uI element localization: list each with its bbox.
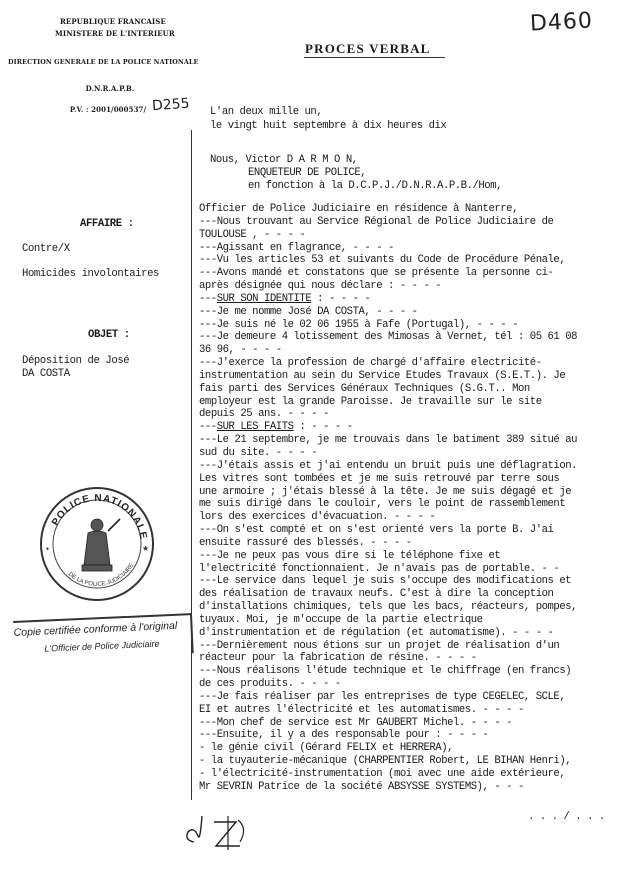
- objet-line-1: Déposition de José: [22, 355, 130, 367]
- statement-line: - le génie civil (Gérard FELIX et HERRERA),: [199, 742, 454, 755]
- margin-separator-line: [191, 130, 192, 800]
- statement-line: de ces produits. - - - -: [199, 678, 341, 691]
- statement-line: ---Je demeure 4 lotissement des Mimosas à Vernet, tél : 05 61 08: [199, 331, 578, 344]
- affaire-against: Contre/X: [22, 243, 70, 255]
- affaire-type: Homicides involontaires: [22, 268, 160, 280]
- statement-line: ---Le service dans lequel je suis s'occupe des modifications et: [199, 575, 572, 588]
- objet-heading: OBJET :: [88, 329, 130, 341]
- svg-text:★: ★: [142, 544, 150, 553]
- statement-line: ---Ensuite, il y a des responsable pour : - - - -: [199, 729, 489, 742]
- statement-line: ---Je ne peux pas vous dire si le téléphone fixe et: [199, 549, 501, 562]
- statement-line: ---Je me nomme José DA COSTA, - - - -: [199, 305, 418, 318]
- statement-line: ---Je fais réaliser par les entreprises de type CEGELEC, SCLE,: [199, 690, 566, 703]
- statement-line: d'installations chimiques, tels que les bacs, réacteurs, pompes,: [199, 601, 578, 613]
- statement-line: ---Mon chef de service est Mr GAUBERT Michel. - - - -: [199, 716, 513, 729]
- statement-line: Mr SEVRIN Patrice de la société ABSYSSE SYSTEMS), - - -: [199, 780, 524, 793]
- statement-line: Les vitres sont tombées et je me suis retrouvé par terre sous: [199, 472, 560, 485]
- officer-service: en fonction à la D.C.P.J./D.N.R.A.P.B./Hom,: [248, 180, 503, 192]
- seal-top-text: POLICE NATIONALE: [50, 492, 149, 541]
- affaire-heading: AFFAIRE :: [80, 218, 134, 230]
- statement-line: ---SUR SON IDENTITE : - - - -: [199, 292, 371, 305]
- statement-line: - la tuyauterie-mécanique (CHARPENTIER Robert, LE BIHAN Henri),: [199, 755, 572, 768]
- intro-line-1: L'an deux mille un,: [210, 106, 323, 118]
- document-code-handwritten: D460: [529, 8, 594, 37]
- statement-line: Officier de Police Judiciaire en résidence à Nanterre,: [199, 203, 518, 215]
- objet-line-2: DA COSTA: [22, 368, 70, 380]
- header-direction: DIRECTION GENERALE DE LA POLICE NATIONALE: [8, 58, 199, 66]
- statement-line: des réalisation de travaux neufs. C'est à dire la conception: [199, 588, 554, 601]
- statement-line: ---SUR LES FAITS : - - - -: [199, 421, 353, 434]
- statement-line: instrumentation au sein du Service Etudes Travaux (S.E.T.). Je: [199, 369, 566, 382]
- statement-line: ---Nous trouvant au Service Régional de Police Judiciaire de: [199, 215, 554, 228]
- title-underline: [304, 57, 445, 58]
- certify-line-2: L'Officier de Police Judiciaire: [44, 638, 160, 654]
- statement-line: lors des exercices d'évacuation. - - - -: [199, 511, 436, 524]
- statement-line: ---J'exerce la profession de chargé d'affaire electricité-: [199, 357, 542, 370]
- statement-line: ---Dernièrement nous étions sur un projet de réalisation d'un: [199, 639, 560, 652]
- statement-line: ---Nous réalisons l'étude technique et le chiffrage (en francs): [199, 665, 572, 678]
- intro-line-2: le vingt huit septembre à dix heures dix: [210, 120, 447, 132]
- officer-name: Nous, Victor D A R M O N,: [210, 154, 358, 166]
- statement-line: l'electricité fonctionnaient. Je n'avais pas de portable. - -: [199, 562, 560, 575]
- statement-line: 36 96, - - - -: [199, 344, 282, 357]
- statement-line: TOULOUSE , - - - -: [199, 228, 306, 241]
- page-title: PROCES VERBAL: [305, 41, 431, 56]
- officer-rank: ENQUETEUR DE POLICE,: [248, 167, 367, 179]
- header-ministry: MINISTERE DE L'INTERIEUR: [55, 29, 175, 38]
- statement-line: - l'électricité-instrumentation (moi avec une aide extérieure,: [199, 768, 566, 780]
- certification-stamp: [13, 613, 195, 665]
- officer-signature: [180, 808, 270, 856]
- statement-line: ---Agissant en flagrance, - - - -: [199, 241, 394, 254]
- statement-line: réacteur pour la fabrication de résine. - - - -: [199, 652, 477, 665]
- svg-text:✦: ✦: [45, 545, 53, 552]
- seal-bottom-text: DE LA POLICE JUDICIAIRE: [66, 562, 136, 588]
- police-seal: [38, 485, 156, 603]
- statement-line: me suis dirigé dans le couloir, vers le point de rassemblement: [199, 498, 566, 511]
- statement-line: ---Le 21 septembre, je me trouvais dans le batiment 389 situé au: [199, 434, 578, 447]
- statement-line: tuyaux. Moi, je m'occupe de la partie electrique: [199, 613, 483, 626]
- certify-line-1: Copie certifiée conforme à l'original: [13, 619, 178, 639]
- statement-line: ensuite rassuré des blessés. - - - -: [199, 536, 412, 549]
- statement-line: ---Avons mandé et constatons que se présente la personne ci-: [199, 267, 554, 280]
- statement-line: fais parti des Services Généraux Techniques (S.G.T.. Mon: [199, 382, 530, 395]
- statement-line: ---Je suis né le 02 06 1955 à Fafe (Portugal), - - - -: [199, 318, 518, 331]
- marianne-figure-icon: [82, 519, 120, 571]
- statement-line: ---Vu les articles 53 et suivants du Code de Procédure Pénale,: [199, 254, 566, 267]
- statement-line: depuis 25 ans. - - - -: [199, 408, 329, 421]
- statement-line: EI et autres l'électricité et les automatismes. - - - -: [199, 703, 524, 716]
- pv-handwritten-number: D255: [151, 95, 191, 115]
- statement-line: d'instrumentation et de régulation (et automatisme). - - - -: [199, 626, 554, 639]
- stamp-frame-right: [190, 613, 193, 653]
- statement-line: ---On s'est compté et on s'est orienté vers la porte B. J'ai: [199, 524, 554, 536]
- statement-line: employeur est la grande Paroisse. Je travaille sur le site: [199, 395, 542, 408]
- statement-line: une armoire ; j'étais blessé à la tête. Je me suis dégagé et je: [199, 485, 572, 498]
- statement-line: ---J'étais assis et j'ai entendu un bruit puis une déflagration.: [199, 459, 578, 472]
- continuation-mark: . . . / . . .: [528, 811, 605, 823]
- statement-line: après désignée qui nous déclare : - - - -: [199, 280, 442, 292]
- header-pv-number: P.V. : 2001/000537/: [69, 105, 147, 114]
- header-unit: D.N.R.A.P.B.: [85, 84, 135, 93]
- header-republic: REPUBLIQUE FRANCAISE: [60, 17, 166, 26]
- statement-line: sud du site. - - - -: [199, 447, 318, 459]
